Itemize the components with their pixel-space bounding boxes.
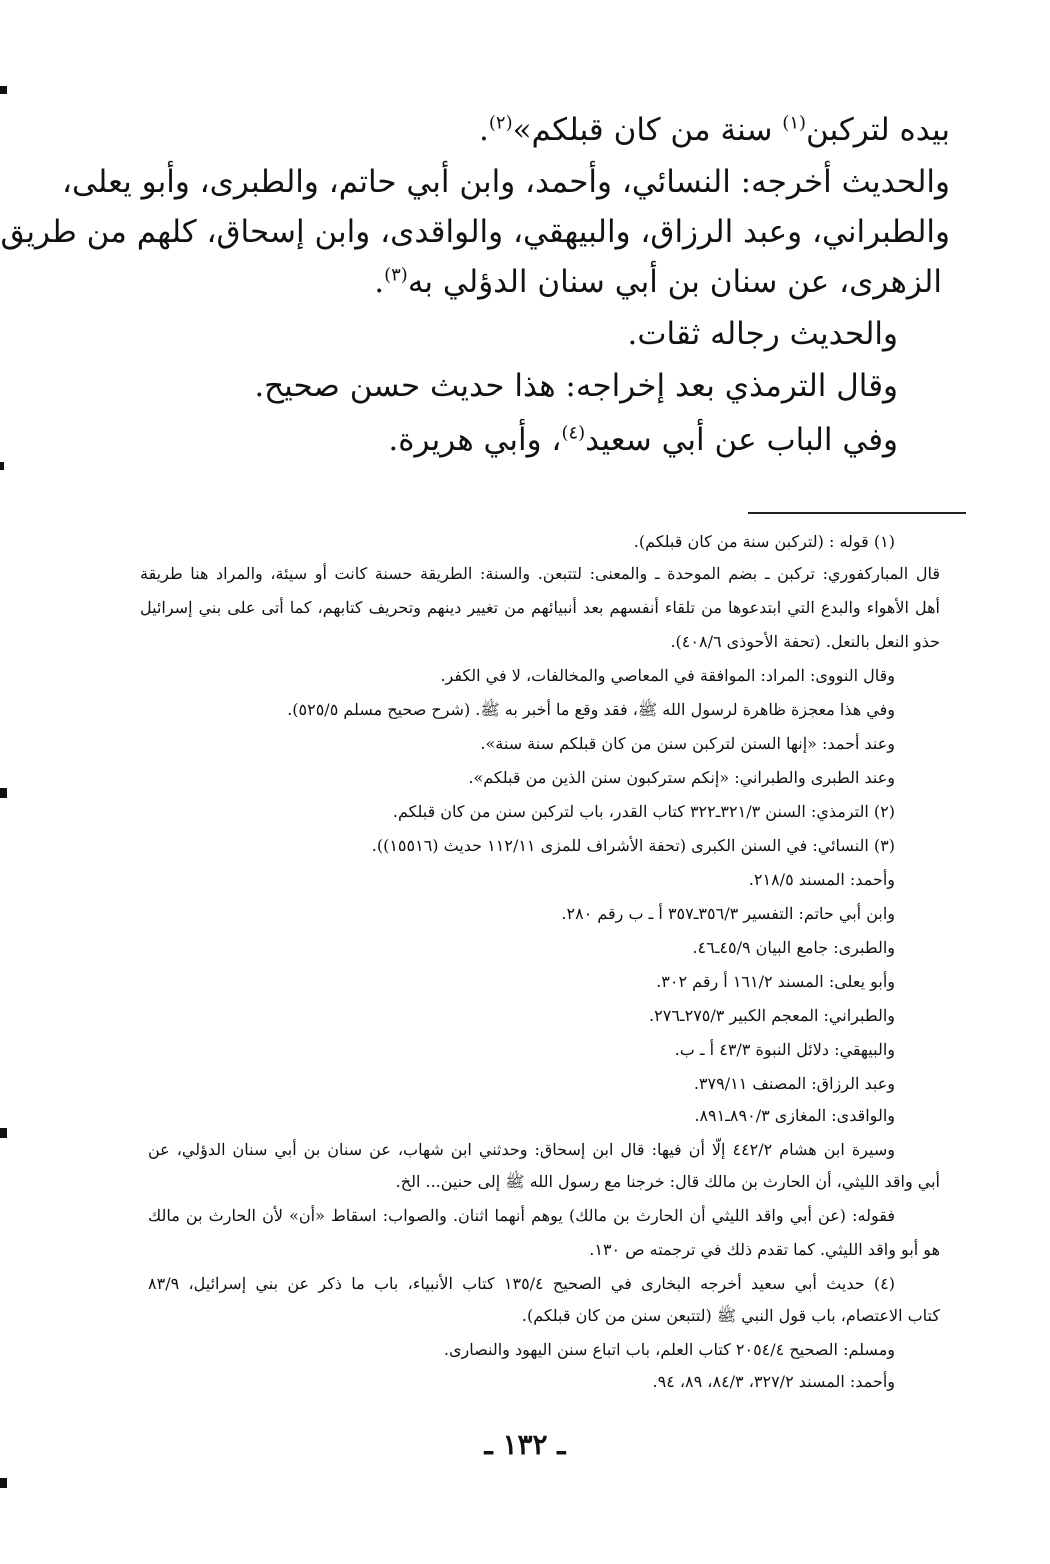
scan-mark <box>0 1128 7 1138</box>
footnote-ref: (٣) <box>384 264 408 286</box>
body-text: سنة من كان قبلكم» <box>512 112 783 148</box>
body-text: . <box>374 264 385 300</box>
body-text: وفي الباب عن أبي سعيد <box>585 422 898 458</box>
footnote-line: وعند أحمد: «إنها السنن لتركبن سنن من كان قبلكم سنة سنة». <box>480 734 895 753</box>
footnote-separator <box>748 512 966 514</box>
body-line-2: والحديث أخرجه: النسائي، وأحمد، وابن أبي حاتم، والطبرى، وأبو يعلى، <box>62 164 950 200</box>
body-line-3: والطبراني، وعبد الرزاق، والبيهقي، والواقدى، وابن إسحاق، كلهم من طريق <box>0 214 950 250</box>
body-text: . <box>479 112 489 148</box>
footnote-line: والبيهقي: دلائل النبوة ٤٣/٣ أ ـ ب. <box>674 1040 895 1059</box>
footnote-line: والطبرى: جامع البيان ٤٥/٩ـ٤٦. <box>692 938 895 957</box>
footnote-ref: (١) <box>782 112 807 134</box>
footnote-line: وفي هذا معجزة ظاهرة لرسول الله ﷺ، فقد وقع ما أخبر به ﷺ. (شرح صحيح مسلم ٥٢٥/٥). <box>287 700 895 719</box>
footnote-line: أبي واقد الليثي، أن الحارث بن مالك قال: خرجنا مع رسول الله ﷺ إلى حنين... الخ. <box>395 1172 940 1191</box>
scan-mark <box>0 462 4 470</box>
footnote-line: ومسلم: الصحيح ٢٠٥٤/٤ كتاب العلم، باب اتباع سنن اليهود والنصارى. <box>443 1340 895 1359</box>
footnote-line: وسيرة ابن هشام ٤٤٢/٢ إلّا أن فيها: قال ابن إسحاق: وحدثني ابن شهاب، عن سنان بن أبي سنان الدؤلي، عن <box>148 1140 896 1159</box>
page-number: ـ ١٣٢ ـ <box>484 1428 566 1461</box>
footnote-line: قال المباركفوري: تركبن ـ بضم الموحدة ـ والمعنى: لتتبعن. والسنة: الطريقة حسنة كانت أو سيئة، والمراد هنا طريقة <box>140 564 940 583</box>
footnote-line: (١) قوله : (لتركبن سنة من كان قبلكم). <box>633 532 895 551</box>
footnote-line: وأبو يعلى: المسند ١٦١/٢ أ رقم ٣٠٢. <box>656 972 895 991</box>
footnote-line: هو أبو واقد الليثي. كما تقدم ذلك في ترجمته ص ١٣٠. <box>589 1240 940 1259</box>
footnote-line: والواقدى: المغازى ٨٩٠/٣ـ٨٩١. <box>694 1106 895 1125</box>
footnote-line: (٣) النسائي: في السنن الكبرى (تحفة الأشراف للمزى ١١٢/١١ حديث (١٥٥١٦)). <box>371 836 895 855</box>
footnote-line: وقال النووى: المراد: الموافقة في المعاصي والمخالفات، لا في الكفر. <box>440 666 895 685</box>
body-line-7 <box>388 420 898 460</box>
footnote-line: أهل الأهواء والبدع التي ابتدعوها من تلقاء أنفسهم بعد أنبيائهم من تغيير دينهم وتحريف كتابهم، كما أتى على بني إسرائيل <box>140 598 940 617</box>
body-line-4 <box>374 262 942 302</box>
footnote-line: فقوله: (عن أبي واقد الليثي أن الحارث بن مالك) يوهم أنهما اثنان. والصواب: اسقاط «أن» لأن الحارث بن مالك <box>148 1206 895 1225</box>
footnote-line: وأحمد: المسند ٣٢٧/٢، ٨٤/٣، ٨٩، ٩٤. <box>652 1372 895 1391</box>
footnote-line: وابن أبي حاتم: التفسير ٣٥٦/٣ـ٣٥٧ أ ـ ب رقم ٢٨٠. <box>561 904 895 923</box>
scan-mark <box>0 1478 7 1488</box>
body-text: بيده لتركبن <box>806 112 950 148</box>
scan-mark <box>0 86 7 94</box>
body-line-5: والحديث رجاله ثقات. <box>627 316 898 352</box>
footnote-line: (٢) الترمذي: السنن ٣٢١/٣ـ٣٢٢ كتاب القدر، باب لتركبن سنن من كان قبلكم. <box>392 802 895 821</box>
footnote-line: والطبراني: المعجم الكبير ٢٧٥/٣ـ٢٧٦. <box>649 1006 895 1025</box>
footnote-ref: (٢) <box>488 112 513 134</box>
footnote-line: وعند الطبرى والطبراني: «إنكم ستركبون سنن الذين من قبلكم». <box>468 768 895 787</box>
footnote-line: (٤) حديث أبي سعيد أخرجه البخارى في الصحيح ١٣٥/٤ كتاب الأنبياء، باب ما ذكر عن بني إسرائيل، ٨٣/٩ <box>148 1274 895 1293</box>
body-text: ، وأبي هريرة. <box>388 422 562 458</box>
footnote-line: حذو النعل بالنعل. (تحفة الأحوذى ٤٠٨/٦). <box>670 632 940 651</box>
footnote-ref: (٤) <box>561 422 586 444</box>
scan-mark <box>0 788 7 798</box>
body-text: الزهرى، عن سنان بن أبي سنان الدؤلي به <box>407 264 942 300</box>
body-line-6: وقال الترمذي بعد إخراجه: هذا حديث حسن صحيح. <box>254 368 898 404</box>
footnote-line: كتاب الاعتصام، باب قول النبي ﷺ (لتتبعن سنن من كان قبلكم). <box>521 1306 940 1325</box>
footnote-line: وأحمد: المسند ٢١٨/٥. <box>748 870 895 889</box>
footnote-line: وعبد الرزاق: المصنف ٣٧٩/١١. <box>693 1074 895 1093</box>
body-line-1 <box>479 110 950 150</box>
